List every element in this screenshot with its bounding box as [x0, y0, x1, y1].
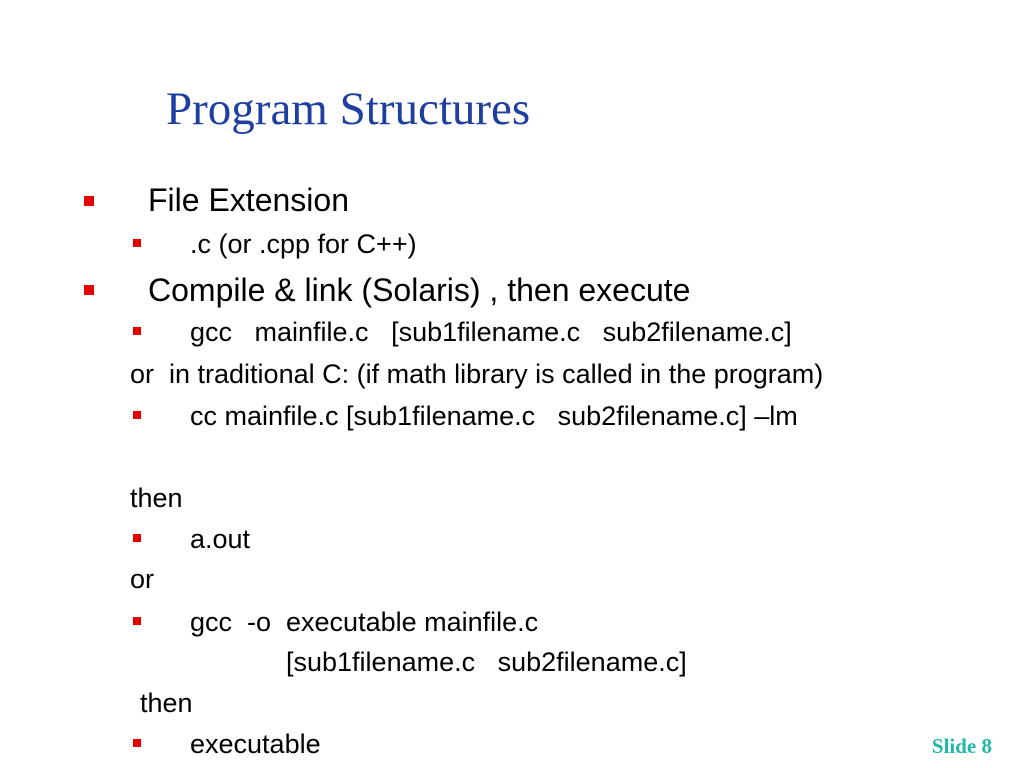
sub-bullet-text-gcc-output: gcc -o executable mainfile.c: [190, 607, 539, 637]
sub-bullet-icon: [133, 411, 141, 419]
sub-bullet-text-extension: .c (or .cpp for C++): [190, 229, 417, 259]
continuation-text-subfiles: [sub1filename.c sub2filename.c]: [286, 647, 687, 677]
slide-number-value: 8: [981, 734, 992, 758]
sub-bullet-text-cc-command: cc mainfile.c [sub1filename.c sub2filename.c] –lm: [190, 401, 798, 431]
note-text-then-second: then: [140, 688, 193, 718]
sub-bullet-icon: [133, 739, 141, 747]
note-text-or: or: [130, 564, 155, 594]
bullet-icon: [84, 196, 94, 206]
sub-bullet-text-executable: executable: [190, 729, 321, 759]
note-text-traditional-c: or in traditional C: (if math library is called in the program): [130, 359, 824, 389]
sub-bullet-icon: [133, 617, 141, 625]
bullet-icon: [84, 285, 94, 295]
sub-bullet-text-a-out: a.out: [190, 524, 251, 554]
slide-title: Program Structures: [166, 83, 531, 135]
sub-bullet-text-gcc-command: gcc mainfile.c [sub1filename.c sub2filename.c]: [190, 317, 792, 347]
bullet-text-compile-link: Compile & link (Solaris) , then execute: [148, 272, 691, 308]
note-text-then: then: [130, 483, 183, 513]
slide-number: [932, 734, 992, 759]
sub-bullet-icon: [133, 327, 141, 335]
bullet-text-file-extension: File Extension: [148, 182, 349, 218]
sub-bullet-icon: [133, 534, 141, 542]
sub-bullet-icon: [133, 239, 141, 247]
slide-number-label: Slide: [931, 734, 977, 758]
